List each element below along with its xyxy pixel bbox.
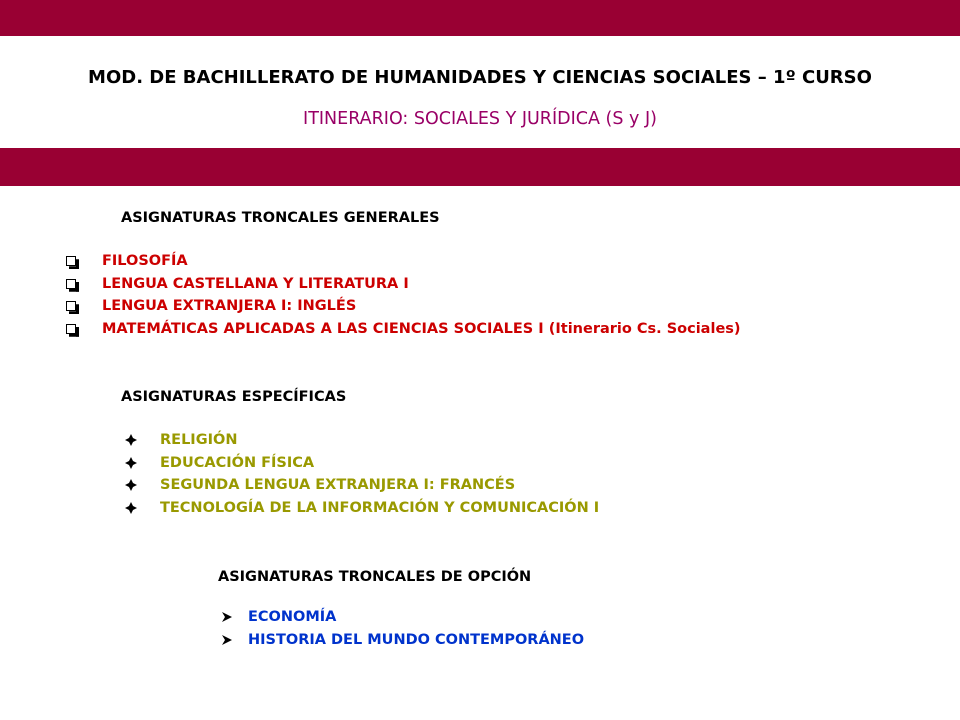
list-item-text: EDUCACIÓN FÍSICA (160, 454, 315, 471)
list-item-text: MATEMÁTICAS APLICADAS A LAS CIENCIAS SOCIALES I (Itinerario Cs. Sociales) (102, 320, 741, 337)
list-item (124, 429, 599, 452)
section-heading-troncales-generales: ASIGNATURAS TRONCALES GENERALES (121, 210, 440, 226)
list-item-text: ECONOMÍA (248, 609, 337, 626)
list-item (124, 497, 599, 520)
arrow-bullet-icon (221, 611, 233, 623)
list-item (221, 606, 584, 629)
list-item-text: RELIGIÓN (160, 432, 238, 449)
header-bottom-band (0, 148, 960, 186)
list-item-text: FILOSOFÍA (102, 253, 188, 270)
troncales-opcion-list (221, 606, 584, 651)
list-item-text: LENGUA EXTRANJERA I: INGLÉS (102, 298, 357, 315)
list-item (66, 318, 741, 341)
diamond-bullet-icon (124, 478, 138, 492)
diamond-bullet-icon (124, 501, 138, 515)
list-item (124, 474, 599, 497)
list-item (124, 452, 599, 475)
top-color-band (0, 0, 960, 36)
list-item-text: HISTORIA DEL MUNDO CONTEMPORÁNEO (248, 631, 585, 648)
checkbox-square-icon (66, 324, 76, 334)
troncales-generales-list (66, 250, 741, 340)
diamond-bullet-icon (124, 433, 138, 447)
checkbox-square-icon (66, 279, 76, 289)
checkbox-square-icon (66, 256, 76, 266)
section-heading-troncales-opcion: ASIGNATURAS TRONCALES DE OPCIÓN (218, 569, 532, 585)
list-item (66, 250, 741, 273)
diamond-bullet-icon (124, 456, 138, 470)
list-item-text: SEGUNDA LENGUA EXTRANJERA I: FRANCÉS (160, 477, 516, 494)
list-item-text: LENGUA CASTELLANA Y LITERATURA I (102, 275, 409, 292)
checkbox-square-icon (66, 301, 76, 311)
page-subtitle: ITINERARIO: SOCIALES Y JURÍDICA (S y J) (303, 109, 657, 129)
list-item (66, 273, 741, 296)
especificas-list (124, 429, 599, 519)
section-heading-especificas: ASIGNATURAS ESPECÍFICAS (121, 389, 347, 405)
list-item-text: TECNOLOGÍA DE LA INFORMACIÓN Y COMUNICACIÓN I (160, 499, 600, 516)
list-item (66, 295, 741, 318)
arrow-bullet-icon (221, 634, 233, 646)
page-title: MOD. DE BACHILLERATO DE HUMANIDADES Y CIENCIAS SOCIALES – 1º CURSO (88, 67, 872, 88)
list-item (221, 629, 584, 652)
